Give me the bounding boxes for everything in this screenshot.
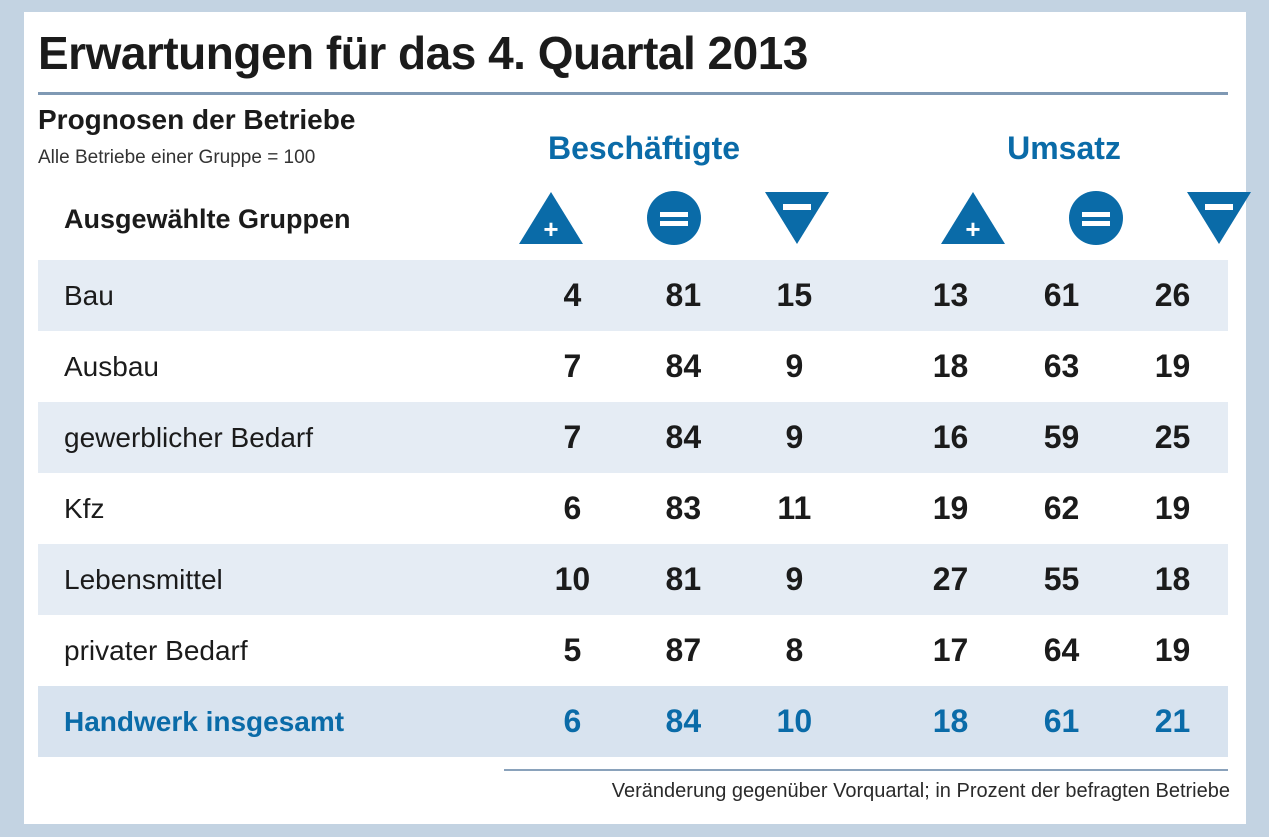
table-row — [38, 473, 1228, 544]
cell-beschaeftigte-equal: 84 — [665, 348, 702, 384]
cell-beschaeftigte-minus: 15 — [739, 260, 850, 331]
cell-beschaeftigte-equal: 87 — [665, 632, 702, 668]
cell-umsatz-equal: 55 — [1006, 544, 1117, 615]
column-gap — [850, 260, 895, 331]
cell-beschaeftigte-equal: 81 — [628, 544, 739, 615]
cell-umsatz-plus: 13 — [895, 260, 1006, 331]
cell-umsatz-plus: 19 — [932, 490, 969, 526]
equals-circle-icon — [1063, 190, 1129, 246]
cell-beschaeftigte-minus: 11 — [777, 490, 812, 526]
base-note: Alle Betriebe einer Gruppe = 100 — [38, 147, 316, 168]
column-gap — [850, 402, 895, 473]
cell-umsatz-minus: 19 — [1154, 348, 1191, 384]
table-row — [38, 331, 1228, 402]
row-label: gewerblicher Bedarf — [38, 402, 517, 473]
column-gap — [850, 473, 895, 544]
cell-beschaeftigte-equal: 84 — [628, 686, 739, 757]
plus-triangle-up-icon — [518, 190, 584, 246]
data-table — [38, 260, 1228, 757]
column-gap — [850, 686, 895, 757]
cell-umsatz-minus: 18 — [1117, 544, 1228, 615]
cell-umsatz-plus: 27 — [895, 544, 1006, 615]
cell-beschaeftigte-plus: 10 — [517, 544, 628, 615]
cell-umsatz-equal: 63 — [1043, 348, 1080, 384]
cell-umsatz-minus: 21 — [1117, 686, 1228, 757]
plus-triangle-up-icon — [940, 190, 1006, 246]
row-label: privater Bedarf — [64, 634, 248, 666]
minus-triangle-down-icon — [1186, 190, 1252, 246]
table-row — [38, 260, 1228, 331]
cell-umsatz-equal: 59 — [1006, 402, 1117, 473]
column-gap — [850, 331, 895, 402]
cell-umsatz-plus: 18 — [895, 686, 1006, 757]
footnote-divider — [504, 769, 1228, 771]
cell-beschaeftigte-equal: 84 — [628, 402, 739, 473]
cell-umsatz-plus: 18 — [932, 348, 969, 384]
cell-beschaeftigte-plus: 7 — [563, 348, 582, 384]
cell-umsatz-equal: 64 — [1043, 632, 1080, 668]
cell-beschaeftigte-minus: 9 — [739, 544, 850, 615]
infographic-card — [24, 12, 1246, 824]
row-label: Ausbau — [64, 350, 159, 382]
cell-umsatz-equal: 61 — [1006, 686, 1117, 757]
cell-umsatz-plus: 17 — [932, 632, 969, 668]
cell-beschaeftigte-plus: 6 — [517, 686, 628, 757]
table-row — [38, 615, 1228, 686]
cell-beschaeftigte-equal: 81 — [628, 260, 739, 331]
cell-umsatz-minus: 26 — [1117, 260, 1228, 331]
page-subtitle: Prognosen der Betriebe — [38, 104, 356, 135]
groups-column-header: Ausgewählte Gruppen — [64, 204, 351, 234]
svg-text:+: + — [965, 214, 981, 244]
cell-beschaeftigte-plus: 7 — [517, 402, 628, 473]
row-label: Lebensmittel — [38, 544, 517, 615]
cell-umsatz-minus: 25 — [1117, 402, 1228, 473]
cell-umsatz-equal: 61 — [1006, 260, 1117, 331]
cell-umsatz-minus: 19 — [1154, 490, 1191, 526]
column-gap — [850, 615, 895, 686]
cell-beschaeftigte-plus: 6 — [563, 490, 582, 526]
cell-beschaeftigte-minus: 9 — [739, 402, 850, 473]
cell-beschaeftigte-plus: 4 — [517, 260, 628, 331]
row-label: Kfz — [64, 492, 105, 524]
row-label: Handwerk insgesamt — [38, 686, 517, 757]
cell-umsatz-minus: 19 — [1154, 632, 1191, 668]
cell-umsatz-plus: 16 — [895, 402, 1006, 473]
cell-beschaeftigte-minus: 9 — [785, 348, 804, 384]
footnote: Veränderung gegenüber Vorquartal; in Prozent der befragten Betriebe — [611, 780, 1230, 802]
title-divider — [38, 92, 1228, 95]
table-row — [38, 402, 1228, 473]
row-label: Bau — [38, 260, 517, 331]
equals-circle-icon — [641, 190, 707, 246]
table-row — [38, 544, 1228, 615]
cell-umsatz-equal: 62 — [1043, 490, 1080, 526]
minus-triangle-down-icon — [764, 190, 830, 246]
cell-beschaeftigte-minus: 8 — [785, 632, 804, 668]
column-gap — [850, 544, 895, 615]
cell-beschaeftigte-minus: 10 — [739, 686, 850, 757]
cell-beschaeftigte-plus: 5 — [563, 632, 582, 668]
svg-text:+: + — [543, 214, 559, 244]
table-row-total — [38, 686, 1228, 757]
column-group-header-umsatz: Umsatz — [1007, 130, 1121, 166]
cell-beschaeftigte-equal: 83 — [665, 490, 702, 526]
page-title: Erwartungen für das 4. Quartal 2013 — [38, 27, 808, 79]
column-group-header-beschaeftigte: Beschäftigte — [547, 130, 741, 166]
